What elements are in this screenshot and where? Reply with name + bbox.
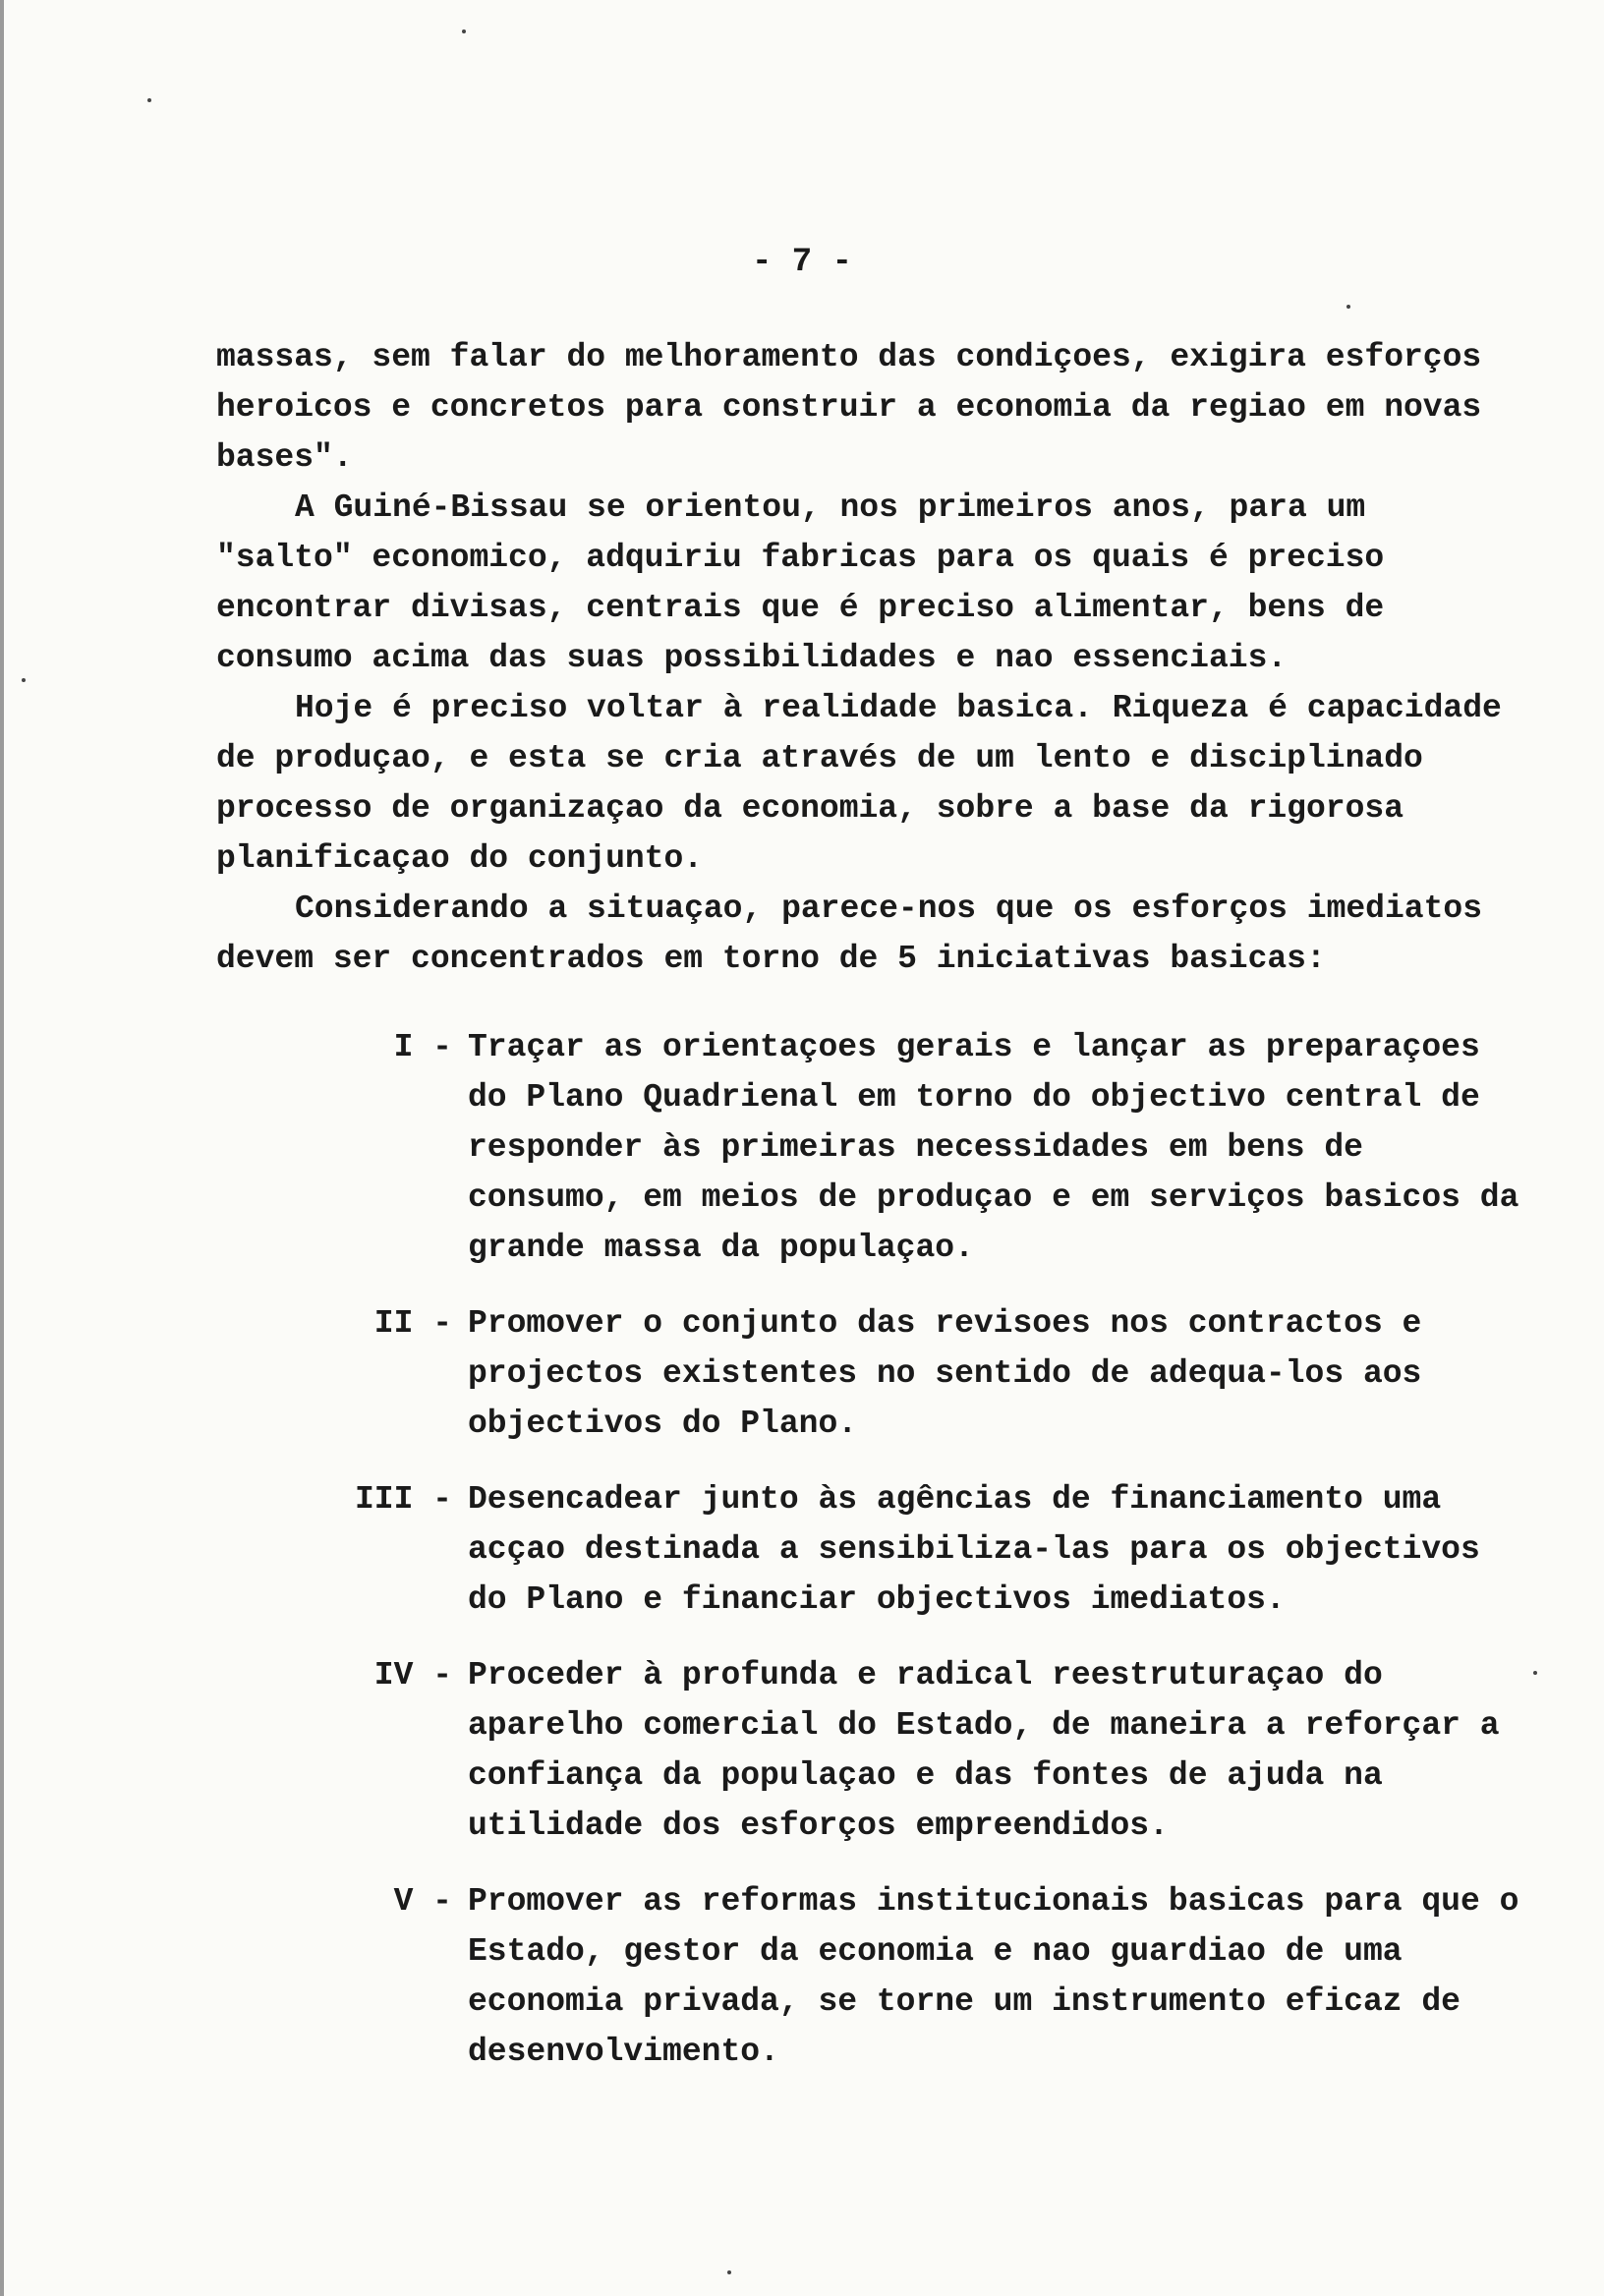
paragraph: Considerando a situaçao, parece-nos que os esforços imediatos devem ser concentrados em torno de 5 iniciativas basicas:: [216, 890, 1482, 977]
scan-speck: [22, 678, 26, 682]
scan-speck: [147, 98, 151, 102]
page-edge: [0, 0, 4, 2296]
paragraph: A Guiné-Bissau se orientou, nos primeiros anos, para um "salto" economico, adquiriu fabricas para os quais é preciso encontrar divisas, centrais que é preciso alimentar, bens de consumo acima das suas possibilidades e nao essenciais.: [216, 489, 1385, 676]
body-text: [216, 332, 1514, 984]
initiatives-list: [324, 1022, 1523, 2102]
item-text: Promover o conjunto das revisoes nos contractos e projectos existentes no sentido de adequa-los aos objectivos do Plano.: [468, 1305, 1422, 1442]
list-item: [324, 1650, 1523, 1851]
item-number: V -: [393, 1883, 452, 1920]
item-text: Traçar as orientaçoes gerais e lançar as preparaçoes do Plano Quadrienal em torno do objectivo central de responder às primeiras necessidades em bens de consumo, em meios de produçao e em serviços basicos da grande massa da populaçao.: [468, 1029, 1519, 1266]
scan-speck: [1533, 1671, 1537, 1675]
item-number: III -: [354, 1481, 452, 1518]
page-number: - 7 -: [751, 244, 853, 281]
list-item: [324, 1298, 1523, 1449]
item-text: Desencadear junto às agências de financiamento uma acçao destinada a sensibiliza-las para os objectivos do Plano e financiar objectivos imediatos.: [468, 1481, 1480, 1618]
scan-speck: [727, 2270, 731, 2274]
list-item: [324, 1022, 1523, 1273]
item-number: II -: [373, 1305, 452, 1342]
list-item: [324, 1876, 1523, 2077]
item-number: IV -: [373, 1657, 452, 1693]
paragraph: massas, sem falar do melhoramento das condiçoes, exigira esforços heroicos e concretos para construir a economia da regiao em novas bases".: [216, 339, 1482, 476]
scan-speck: [462, 29, 466, 33]
item-text: Proceder à profunda e radical reestruturaçao do aparelho comercial do Estado, de maneira a reforçar a confiança da populaçao e das fontes de ajuda na utilidade dos esforços empreendidos.: [468, 1657, 1500, 1844]
scan-speck: [1346, 305, 1350, 309]
paragraph: Hoje é preciso voltar à realidade basica. Riqueza é capacidade de produçao, e esta se cria através de um lento e disciplinado processo de organizaçao da economia, sobre a base da rigorosa planificaçao do conjunto.: [216, 690, 1502, 877]
item-text: Promover as reformas institucionais basicas para que o Estado, gestor da economia e nao guardiao de uma economia privada, se torne um instrumento eficaz de desenvolvimento.: [468, 1883, 1519, 2070]
item-number: I -: [393, 1029, 452, 1065]
list-item: [324, 1474, 1523, 1625]
